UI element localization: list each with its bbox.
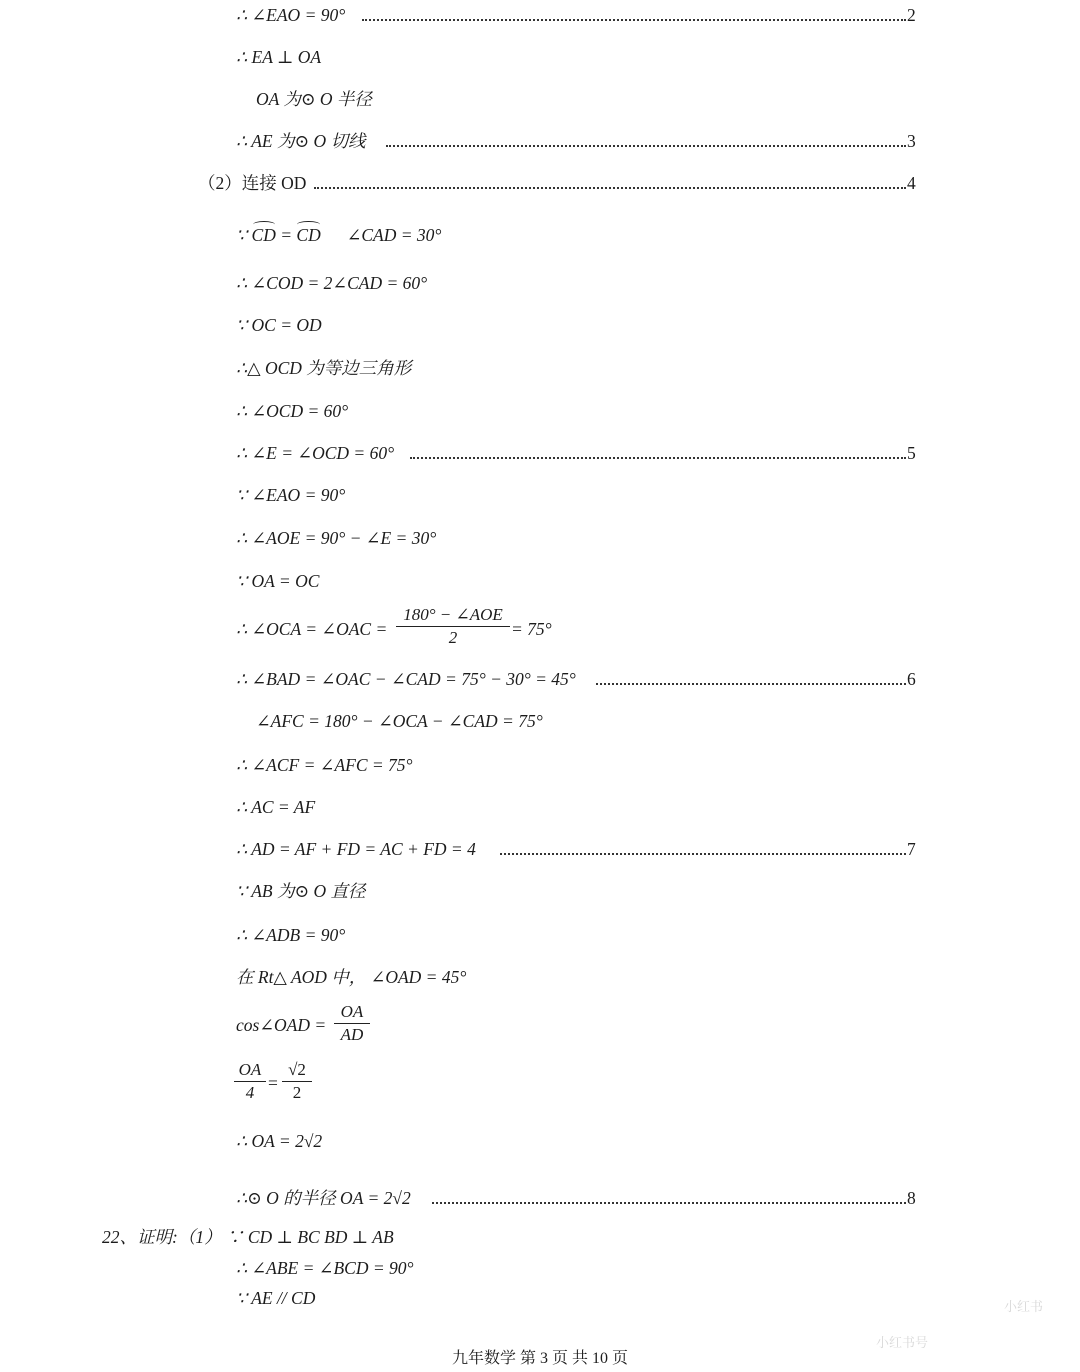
step-line: ∴ ∠EAO = 90° [236,5,346,25]
fraction [282,1060,312,1103]
step-line: ∵ AB 为⊙ O 直径 [236,881,366,901]
step-line: ∴ OA = 2√2 [236,1131,323,1151]
step-line: ∴ ∠AOE = 90° − ∠E = 30° [236,528,437,548]
step-line: ∴ AC = AF [236,797,316,817]
fraction-bar [396,626,510,627]
fraction [334,1002,370,1045]
arc-cd: CD [296,225,321,245]
score-mark: 8 [907,1188,916,1208]
score-mark: 2 [907,5,916,25]
because-symbol: ∵ [236,225,252,245]
numerator: √2 [288,1060,306,1079]
fraction-bar [234,1081,266,1082]
denominator: 2 [292,1083,302,1102]
step-line: = 75° [511,619,552,639]
step-line: ∴ ∠ABE = ∠BCD = 90° [236,1258,414,1278]
step-line: ∴ ∠ADB = 90° [236,925,346,945]
dot-leader [410,442,906,464]
fraction [234,1060,266,1103]
step-line: ∴ ∠OCD = 60° [236,401,349,421]
score-mark: 4 [907,173,916,193]
step-line: 在 Rt△ AOD 中， ∠OAD = 45° [236,967,467,987]
angle-cad: ∠CAD = 30° [346,225,442,245]
dot-leader [432,1187,906,1209]
step-line: ∴ ∠E = ∠OCD = 60° [236,443,395,463]
step-line: ∴△ OCD 为等边三角形 [236,358,412,378]
dot-leader [314,172,906,194]
step-line: ∵ OA = OC [236,571,320,591]
step-line: ∵ OC = OD [236,315,322,335]
equals-sign: = [275,225,297,245]
score-mark: 7 [907,839,916,859]
step-line: ∵ ∠EAO = 90° [236,485,346,505]
numerator: 180° − ∠AOE [403,605,503,624]
score-mark: 3 [907,131,916,151]
step-line: ∴ AD = AF + FD = AC + FD = 4 [236,839,476,859]
dot-leader [362,4,906,26]
step-line: ∴ EA ⊥ OA [236,47,322,67]
page-footer: 九年数学 第 3 页 共 10 页 [451,1350,628,1367]
score-mark: 5 [907,443,916,463]
step-line: ∵ AE // CD [236,1288,316,1308]
watermark-logo: 小红书 [1004,1300,1044,1315]
arc-equality-line [236,224,441,246]
step-line: ∴ ∠COD = 2∠CAD = 60° [236,273,428,293]
numerator: OA [238,1060,262,1079]
fraction-bar [282,1081,312,1082]
step-line: OA 为⊙ O 半径 [256,89,372,109]
step-line: ∴ ∠BAD = ∠OAC − ∠CAD = 75° − 30° = 45° [236,669,576,689]
part-heading: （2）连接 OD [198,173,307,193]
arc-cd: CD [251,225,276,245]
denominator: 2 [448,628,458,647]
step-line: cos∠OAD = [236,1015,327,1035]
dot-leader [596,668,906,690]
equals-sign: = [268,1073,278,1093]
problem-22-line: 22、证明:（1） ∵ CD ⊥ BC BD ⊥ AB [102,1227,394,1247]
watermark-handle: 小红书号 [876,1336,929,1351]
step-line: ∴⊙ O 的半径 OA = 2√2 [236,1188,411,1208]
step-line: ∴ AE 为⊙ O 切线 [236,131,366,151]
step-line: ∴ ∠ACF = ∠AFC = 75° [236,755,413,775]
score-mark: 6 [907,669,916,689]
dot-leader [500,838,906,860]
fraction [396,605,510,648]
step-line: ∴ ∠OCA = ∠OAC = [236,619,388,639]
step-line: ∠AFC = 180° − ∠OCA − ∠CAD = 75° [256,711,543,731]
fraction-bar [334,1023,370,1024]
dot-leader [386,130,906,152]
denominator: AD [340,1025,364,1044]
numerator: OA [340,1002,364,1021]
denominator: 4 [245,1083,255,1102]
